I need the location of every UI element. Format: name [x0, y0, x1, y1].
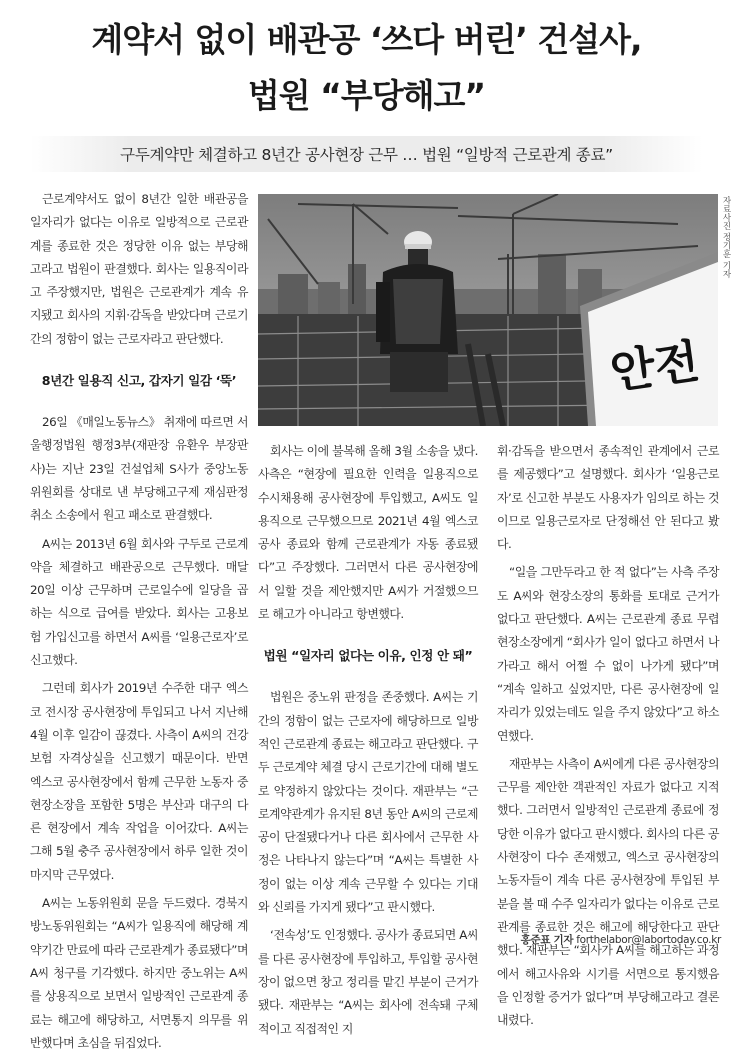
photo-illustration — [258, 194, 718, 426]
body-paragraph: A씨는 2013년 6월 회사와 구두로 근로계약을 체결하고 배관공으로 근무했다. 매달 20일 이상 근무하며 근로일수에 일당을 곱하는 식으로 급여를 받았다. 회사는 고용보험 가입신고를 하면서 A씨를 ‘일용근로자’로 신고했다. — [30, 536, 248, 668]
body-paragraph: ‘전속성’도 인정했다. 공사가 종료되면 A씨를 다른 공사현장에 투입하고, 투입할 공사현장이 없으면 창고 정리를 맡긴 부분이 근거가 됐다. 재판부는 “A씨는 회사에 전속돼 구체적이고 직접적인 지 — [258, 928, 478, 1036]
section-heading-1: 8년간 일용직 신고, 갑자기 일감 ‘뚝’ — [41, 373, 237, 389]
subheadline-bar — [30, 136, 703, 172]
article-column-2 — [258, 440, 478, 1046]
body-paragraph: 재판부는 사측이 A씨에게 다른 공사현장의 근무를 제안한 객관적인 자료가 없다고 지적했다. 그러면서 일방적인 근로관계 종료에 정당한 이유가 없다고 판시했다. 회사의 다른 공사현장이 다수 존재했고, 엑스코 공사현장의 노동자들이 계속 다른 공사현장에 투입된 부분을 볼 때 수주 일자리가 없다는 이유로 근로관계를 종료한 것은 해고에 해당한다고 판단했다. 재판부는 “회사가 A씨를 해고하는 과정에서 해고사유와 시기를 서면으로 통지했음을 인정할 증거가 없다”며 부당해고라고 결론 내렸다. — [497, 756, 719, 1028]
body-paragraph: 법원은 중노위 판정을 존중했다. A씨는 기간의 정함이 없는 근로자에 해당하므로 일방적인 근로관계 종료는 해고라고 판단했다. 구두 근로계약 체결 당시 근로기간에 대해 별도로 약정하지 않았다는 것이다. 재판부는 “근로계약관계가 유지된 8년 동안 A씨의 근로제공이 단절됐다거나 다른 회사에서 근무한 사정은 나타나지 않는다”며 “A씨는 특별한 사정이 없는 이상 계속 근무할 수 있다는 기대와 신뢰를 가지게 됐다”고 판시했다. — [258, 690, 478, 915]
headline-line-1: 계약서 없이 배관공 ‘쓰다 버린’ 건설사, — [91, 20, 642, 59]
body-paragraph: “일을 그만두라고 한 적 없다”는 사측 주장도 A씨와 현장소장의 통화를 토대로 근거가 없다고 판단했다. A씨는 근로관계 종료 무렵 현장소장에게 “회사가 일이 없다고 하면서 나가라고 해서 어쩔 수 없이 나가게 됐다”며 “계속 일하고 싶었지만, 다른 공사현장에 일자리가 있었는데도 일을 주지 않았다”고 하소연했다. — [497, 565, 719, 743]
article-column-3 — [497, 440, 719, 1037]
photo-credit: 자료사진 정기훈 기자 — [721, 196, 731, 278]
safety-sign-text: 안전 — [606, 333, 703, 400]
article-column-1 — [30, 188, 248, 1060]
headline-line-2: 법원 “부당해고” — [247, 76, 486, 115]
byline — [521, 932, 721, 947]
construction-site-photo — [258, 194, 718, 426]
lead-paragraph: 근로계약서도 없이 8년간 일한 배관공을 일자리가 없다는 이유로 일방적으로 근로관계를 종료한 것은 정당한 이유 없는 부당해고라고 법원이 판결했다. 회사는 일용직이라고 주장했지만, 법원은 근로관계가 계속 유지됐고 회사의 지휘·감독을 받았다며 근로기간의 정함이 없는 근로자라고 판단했다. — [30, 192, 248, 346]
body-paragraph: 26일 《매일노동뉴스》 취재에 따르면 서울행정법원 행정3부(재판장 유환우 부장판사)는 지난 23일 건설업체 S사가 중앙노동위원회를 상대로 낸 부당해고구제 재심판정취소 소송에서 원고 패소로 판결했다. — [30, 415, 248, 523]
body-paragraph: 휘·감독을 받으면서 종속적인 관계에서 근로를 제공했다”고 설명했다. 회사가 ‘일용근로자’로 신고한 부분도 사용자가 임의로 하는 것이므로 일용근로자로 단정해선 안 된다고 봤다. — [497, 444, 719, 552]
subheadline: 구두계약만 체결하고 8년간 공사현장 근무 … 법원 “일방적 근로관계 종료” — [120, 146, 613, 164]
byline-name: 홍준표 기자 — [520, 934, 574, 946]
body-paragraph: 회사는 이에 불복해 올해 3월 소송을 냈다. 사측은 “현장에 필요한 인력을 일용직으로 수시채용해 공사현장에 투입했고, A씨도 일용직으로 근무했으므로 2021년 4월 엑스코 공사 종료와 함께 근로관계가 자동 종료됐다”고 주장했다. 그러면서 다른 공사현장에서 일할 것을 제안했지만 A씨가 거절했으므로 해고가 아니라고 항변했다. — [258, 444, 478, 622]
body-paragraph: A씨는 노동위원회 문을 두드렸다. 경북지방노동위원회는 “A씨가 일용직에 해당해 계약기간 만료에 따라 근로관계가 종료됐다”며 A씨 청구를 기각했다. 하지만 중노위는 A씨를 상용직으로 보면서 일방적인 근로관계 종료는 해고에 해당하고, 서면통지 의무를 위반했다며 초심을 뒤집었다. — [30, 896, 248, 1050]
body-paragraph: 그런데 회사가 2019년 수주한 대구 엑스코 전시장 공사현장에 투입되고 나서 지난해 4월 이후 일감이 끊겼다. 사측이 A씨의 건강보험 자격상실을 신고했기 때문이다. 반면 엑스코 공사현장에서 함께 근무한 노동자 중 현장소장을 포함한 5명은 부산과 대구의 다른 현장에서 계속 작업을 이어갔다. A씨는 그해 5월 충주 공사현장에서 하루 일한 것이 마지막 근무였다. — [30, 681, 248, 882]
section-heading-2: 법원 “일자리 없다는 이유, 인정 안 돼” — [263, 648, 473, 664]
byline-email[interactable]: forthelabor@labortoday.co.kr — [576, 934, 721, 946]
